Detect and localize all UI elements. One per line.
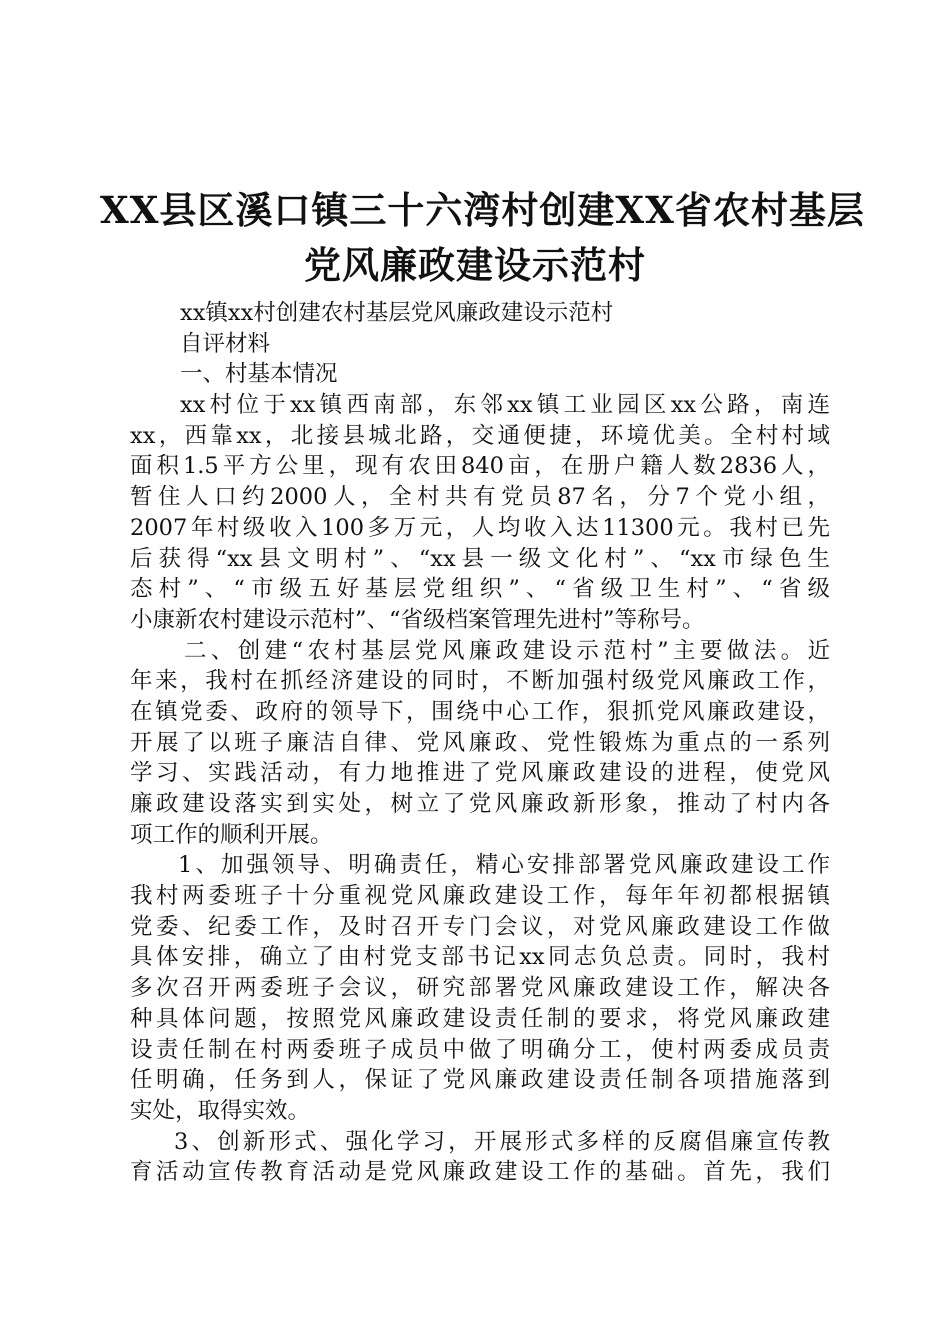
subtitle-line-2: 自评材料 [180,330,271,357]
paragraph-line: 多次召开两委班子会议，研究部署党风廉政建设工作，解决各 [130,975,830,1002]
paragraph-line: 育活动宣传教育活动是党风廉政建设工作的基础。首先，我们 [130,1159,830,1186]
section-heading-1: 一、村基本情况 [180,361,338,388]
paragraph-line: 项工作的顺利开展。 [130,821,333,848]
paragraph-line: 廉政建设落实到实处，树立了党风廉政新形象，推动了村内各 [130,791,830,817]
subtitle-line-1: xx镇xx村创建农村基层党风廉政建设示范村 [180,300,614,326]
subsection-heading-3: 3、创新形式、强化学习，开展形式多样的反腐倡廉宣传教 [174,1128,830,1155]
paragraph-line: 暂住人口约2000人，全村共有党员87名，分7个党小组， [130,484,830,511]
paragraph-line: 任明确，任务到人，保证了党风廉政建设责任制各项措施落到 [130,1067,830,1094]
document-body [130,298,830,1188]
paragraph-line: 设责任制在村两委班子成员中做了明确分工，使村两委成员责 [130,1036,830,1063]
paragraph-line: 态村”、“市级五好基层党组织”、“省级卫生村”、“省级 [130,576,830,603]
paragraph-line: 开展了以班子廉洁自律、党风廉政、党性锻炼为重点的一系列 [130,729,830,756]
document-title-line-1: XX县区溪口镇三十六湾村创建XX省农村基层 [100,188,865,232]
paragraph-line: 种具体问题，按照党风廉政建设责任制的要求，将党风廉政建 [130,1005,830,1032]
paragraph-line: 党委、纪委工作，及时召开专门会议，对党风廉政建设工作做 [130,913,830,940]
paragraph-line: 面积1.5平方公里，现有农田840亩，在册户籍人数2836人， [130,453,830,480]
paragraph-line: 小康新农村建设示范村”、“省级档案管理先进村”等称号。 [130,606,705,633]
paragraph-line: 年来，我村在抓经济建设的同时，不断加强村级党风廉政工作， [130,668,830,695]
paragraph-line: xx村位于xx镇西南部，东邻xx镇工业园区xx公路，南连 [180,392,830,419]
paragraph-line: 后获得“xx县文明村”、“xx县一级文化村”、“xx市绿色生 [130,545,830,572]
document-title-line-2: 党风廉政建设示范村 [304,243,646,287]
paragraph-line: 实处，取得实效。 [130,1097,311,1124]
paragraph-line: xx，西靠xx，北接县城北路，交通便捷，环境优美。全村村域 [130,422,830,449]
section-heading-2: 二、创建“农村基层党风廉政建设示范村”主要做法。近 [184,637,830,664]
paragraph-line: 我村两委班子十分重视党风廉政建设工作，每年年初都根据镇 [130,883,830,910]
paragraph-line: 在镇党委、政府的领导下，围绕中心工作，狠抓党风廉政建设， [130,698,830,725]
paragraph-line: 学习、实践活动，有力地推进了党风廉政建设的进程，使党风 [130,760,830,787]
subsection-heading-1: 1、加强领导、明确责任，精心安排部署党风廉政建设工作 [178,852,830,879]
paragraph-line: 2007年村级收入100多万元，人均收入达11300元。我村已先 [130,514,830,541]
paragraph-line: 具体安排，确立了由村党支部书记xx同志负总责。同时，我村 [130,944,830,971]
